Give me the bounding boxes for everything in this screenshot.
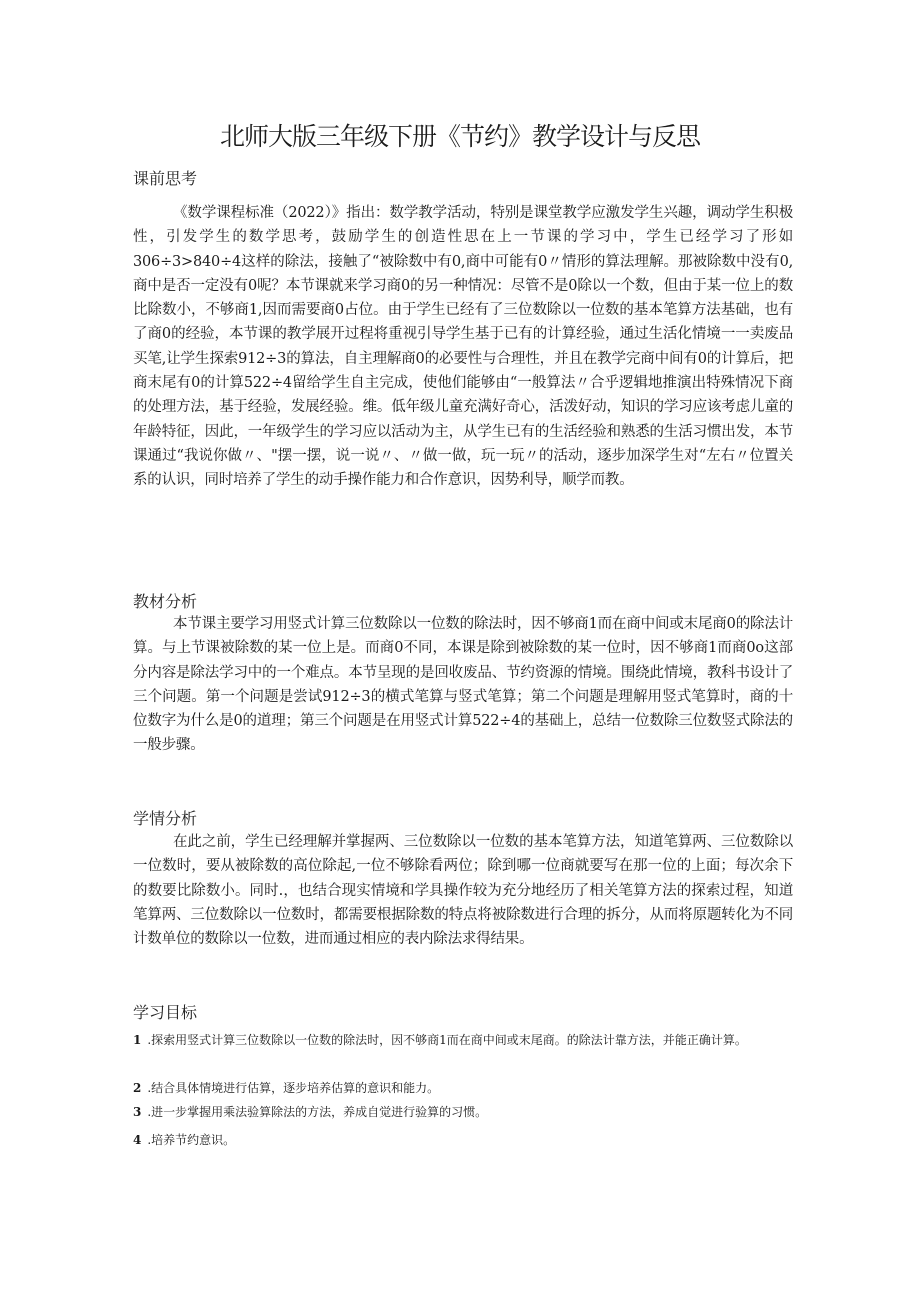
goal-text: .探索用竖式计算三位数除以一位数的除法时，因不够商1而在商中间或末尾商。的除法计靠方法，并能正确计算。 xyxy=(147,1033,747,1047)
section-paragraph-pre-thinking: 《数学课程标准（2022）》指出：数学教学活动，特别是课堂教学应激发学生兴趣，调动学生积极性，引发学生的数学思考，鼓励学生的创造性思在上一节课的学习中，学生已经学习了形如306÷3>840÷4这样的除法，接触了“被除数中有0,商中可能有0〃情形的算法理解。那被除数中没有0,商中是否一定没有0呢？本节课就来学习商0的另一种情况：尽管不是0除以一个数，但由于某一位上的数比除数小，不够商1,因而需要商0占位。由于学生已经有了三位数除以一位数的基本笔算方法基础，也有了商0的经验，本节课的教学展开过程将重视引导学生基于已有的计算经验，通过生活化情境一一卖废品买笔,让学生探索912÷3的算法，自主理解商0的必要性与合理性，并且在教学完商中间有0的计算后，把商末尾有0的计算522÷4留给学生自主完成，使他们能够由“一般算法〃合乎逻辑地推演出特殊情况下商的处理方法，基于经验，发展经验。维。低年级儿童充满好奇心，活泼好动，知识的学习应该考虑儿童的年龄特征，因此，一年级学生的学习应以活动为主，从学生已有的生活经验和熟悉的生活习惯出发，本节课通过“我说你做〃、"摆一摆，说一说〃、〃做一做，玩一玩〃的活动，逐步加深学生对“左右〃位置关系的认识，同时培养了学生的动手操作能力和合作意识，因势利导，顺学而教。 xyxy=(133,205,793,489)
section-paragraph-textbook-analysis: 本节课主要学习用竖式计算三位数除以一位数的除法时，因不够商1而在商中间或末尾商0的除法计算。与上节课被除数的某一位上是。而商0不同，本课是除到被除数的某一位时，因不够商1而商0o这部分内容是除法学习中的一个难点。本节呈现的是回收废品、节约资源的情境。围绕此情境，教科书设计了三个问题。第一个问题是尝试912÷3的横式笔算与竖式笔算；第二个问题是理解用竖式笔算时，商的十位数字为什么是0的道理；第三个问题是在用竖式计算522÷4的基础上，总结一位数除三位数竖式除法的一般步骤。 xyxy=(133,616,793,754)
section-paragraph-student-analysis: 在此之前，学生已经理解并掌握两、三位数除以一位数的基本笔算方法，知道笔算两、三位数除以一位数时，要从被除数的高位除起,一位不够除看两位；除到哪一位商就要写在那一位的上面；每次余下的数要比除数小。同时.，也结合现实情境和学具操作较为充分地经历了相关笔算方法的探索过程，知道笔算两、三位数除以一位数时，都需要根据除数的特点将被除数进行合理的拆分，从而将原题转化为不同计数单位的数除以一位数，进而通过相应的表内除法求得结果。 xyxy=(133,834,793,948)
section-heading-learning-goals: 学习目标 xyxy=(133,1003,198,1022)
goal-text: .结合具体情境进行估算，逐步培养估算的意识和能力。 xyxy=(147,1081,440,1095)
section-heading-student-analysis: 学情分析 xyxy=(133,809,198,828)
goal-item xyxy=(133,1077,793,1099)
section-heading-pre-thinking: 课前思考 xyxy=(133,169,198,188)
goal-item xyxy=(133,1029,793,1051)
goal-number: 1 xyxy=(133,1033,142,1047)
goal-number: 3 xyxy=(133,1105,142,1119)
goal-text: .进一步掌握用乘法验算除法的方法，养成自觉进行验算的习惯。 xyxy=(147,1105,488,1119)
document-title: 北师大版三年级下册《节约》教学设计与反思 xyxy=(219,122,700,151)
goal-number: 2 xyxy=(133,1081,142,1095)
goal-item xyxy=(133,1129,793,1151)
goal-number: 4 xyxy=(133,1133,142,1147)
goal-item xyxy=(133,1101,793,1123)
section-heading-textbook-analysis: 教材分析 xyxy=(133,592,198,611)
goal-text: .培养节约意识。 xyxy=(147,1133,236,1147)
